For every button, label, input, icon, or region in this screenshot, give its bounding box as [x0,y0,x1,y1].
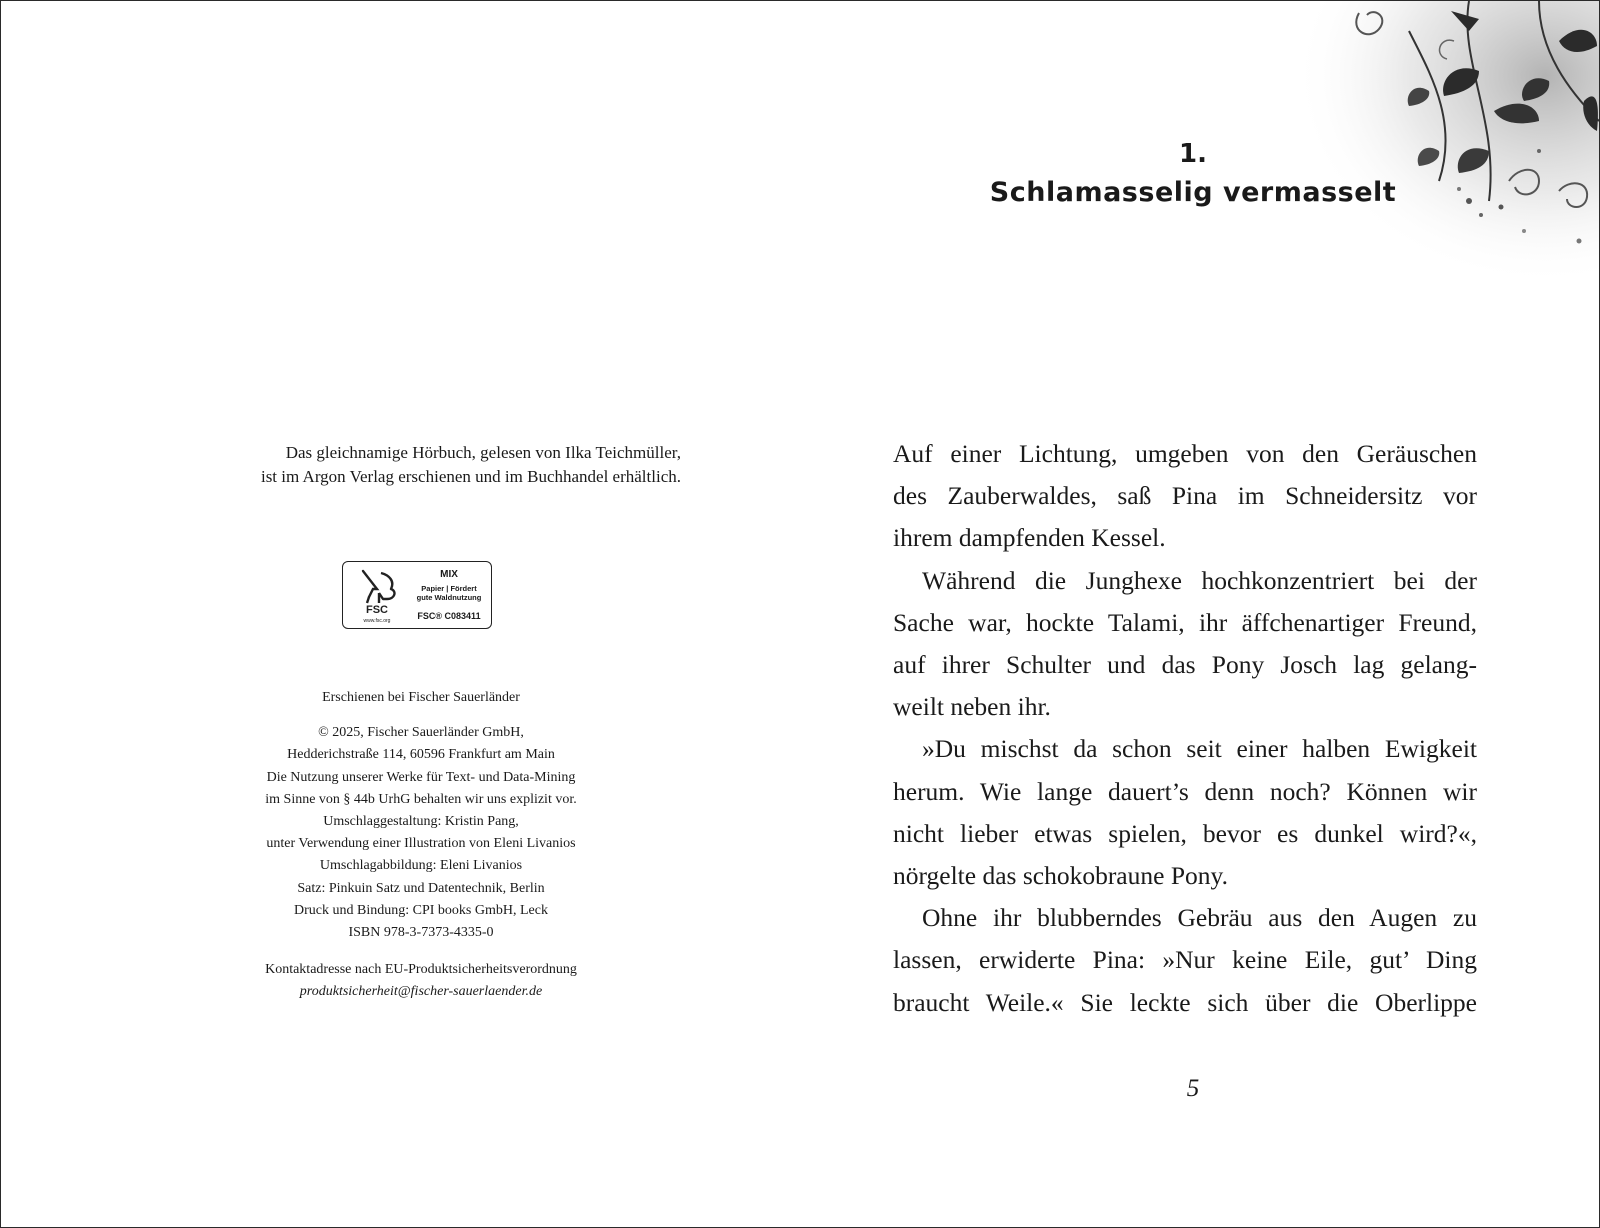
imprint-line: im Sinne von § 44b UrhG behalten wir uns explizit vor. [265,791,577,807]
text-line: herum. Wie lange dauert’s denn noch? Können wir [893,776,1477,806]
imprint-line: Hedderichstraße 114, 60596 Frankfurt am Main [287,747,555,763]
fsc-tree-icon [349,567,405,625]
text-line: nörgelte das schokobraune Pony. [893,861,1228,891]
fsc-logo-url: www.fsc.org [363,618,391,624]
contact-email: produktsicherheit@fischer-sauerlaender.de [299,984,543,1000]
text-line: »Du mischst da schon seit einer halben Ewigkeit [922,734,1477,764]
imprint [211,687,631,1004]
audiobook-note [151,441,681,488]
text-line: Auf einer Lichtung, umgeben von den Geräuschen [893,439,1477,468]
right-page [801,1,1599,1227]
imprint-line: Satz: Pinkuin Satz und Datentechnik, Berlin [297,880,545,896]
fsc-description-line: Papier | Fördert [421,584,477,593]
imprint-line: Druck und Bindung: CPI books GmbH, Leck [294,902,548,918]
text-line: Sache war, hockte Talami, ihr äffchenartiger Freund, [893,607,1477,637]
chapter-title: Schlamasselig vermasselt [989,177,1397,208]
left-page [1,1,801,1227]
leaf-vine-ornament-icon [1239,1,1599,301]
text-line: auf ihrer Schulter und das Pony Josch lag gelang- [893,650,1477,680]
publisher-line: Erschienen bei Fischer Sauerländer [322,690,520,705]
text-line: nicht lieber etwas spielen, bevor es dunkel wird?«, [893,818,1477,848]
text-line: braucht Weile.« Sie leckte sich über die Oberlippe [893,987,1477,1017]
text-line: Ohne ihr blubberndes Gebräu aus den Augen zu [922,903,1477,933]
text-line: des Zauberwaldes, saß Pina im Schneidersitz vor [893,481,1477,511]
fsc-description [409,584,489,602]
page-number: 5 [1186,1075,1200,1102]
isbn-line: ISBN 978-3-7373-4335-0 [348,925,494,941]
imprint-line: Die Nutzung unserer Werke für Text- und Data-Mining [266,769,576,785]
fsc-code: FSC® C083411 [417,611,481,621]
fsc-description-line: gute Waldnutzung [416,593,482,602]
audiobook-note-line: ist im Argon Verlag erschienen und im Buchhandel erhältlich. [260,466,681,486]
imprint-line: Umschlaggestaltung: Kristin Pang, [323,814,519,830]
fsc-mix-label: MIX [440,569,458,580]
fsc-logo-text: FSC [366,604,388,616]
imprint-line: Umschlagabbildung: Eleni Livanios [319,858,523,874]
imprint-line: unter Verwendung einer Illustration von Eleni Livanios [266,836,576,852]
chapter-body-text [893,433,1477,1024]
fsc-label [342,561,492,629]
contact-label: Kontaktadresse nach EU-Produktsicherheitsverordnung [265,962,577,978]
text-line: ihrem dampfenden Kessel. [893,523,1166,553]
imprint-line: © 2025, Fischer Sauerländer GmbH, [318,725,524,741]
text-line: weilt neben ihr. [893,692,1051,722]
chapter-number: 1. [1179,139,1207,169]
audiobook-note-line: Das gleichnamige Hörbuch, gelesen von Ilka Teichmüller, [285,443,681,462]
text-line: lassen, erwiderte Pina: »Nur keine Eile, gut’ Ding [893,945,1477,975]
text-line: Während die Junghexe hochkonzentriert bei der [922,565,1477,595]
